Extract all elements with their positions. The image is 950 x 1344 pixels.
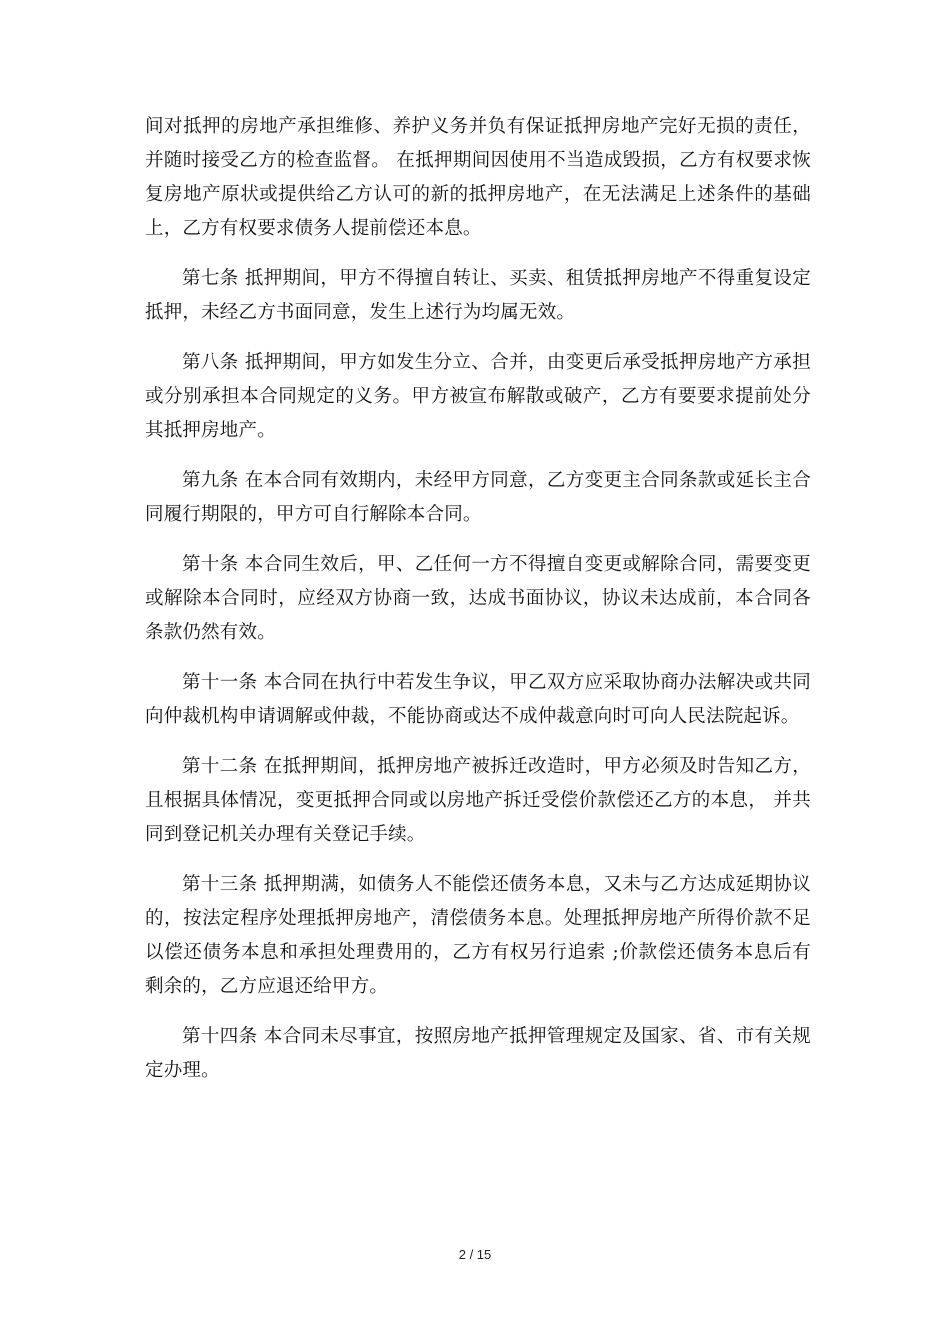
article-9: 第九条 在本合同有效期内，未经甲方同意，乙方变更主合同条款或延长主合同履行期限的，甲方可自行解除本合同。 <box>145 470 811 525</box>
article-13: 第十三条 抵押期满，如债务人不能偿还债务本息，又未与乙方达成延期协议的，按法定程序处理抵押房地产，清偿债务本息。处理抵押房地产所得价款不足以偿还债务本息和承担处理费用的，乙方有权另行追索 ;价款偿还债务本息后有剩余的，乙方应退还给甲方。 <box>145 874 811 997</box>
article-12: 第十二条 在抵押期间，抵押房地产被拆迁改造时，甲方必须及时告知乙方，且根据具体情况，变更抵押合同或以房地产拆迁受偿价款偿还乙方的本息， 并共同到登记机关办理有关登记手续。 <box>145 756 811 845</box>
article-11: 第十一条 本合同在执行中若发生争议，甲乙双方应采取协商办法解决或共同向仲裁机构申请调解或仲裁，不能协商或达不成仲裁意向时可向人民法院起诉。 <box>145 672 811 727</box>
article-10: 第十条 本合同生效后，甲、乙任何一方不得擅自变更或解除合同，需要变更或解除本合同时，应经双方协商一致，达成书面协议，协议未达成前，本合同各条款仍然有效。 <box>145 554 811 643</box>
document-body <box>145 110 811 1104</box>
page-number: 2 / 15 <box>458 1247 492 1262</box>
article-7: 第七条 抵押期间，甲方不得擅自转让、买卖、租赁抵押房地产不得重复设定抵押，未经乙方书面同意，发生上述行为均属无效。 <box>145 268 811 323</box>
article-8: 第八条 抵押期间，甲方如发生分立、合并，由变更后承受抵押房地产方承担或分别承担本合同规定的义务。甲方被宣布解散或破产，乙方有要要求提前处分其抵押房地产。 <box>145 352 811 441</box>
article-14: 第十四条 本合同未尽事宜，按照房地产抵押管理规定及国家、省、市有关规定办理。 <box>145 1026 811 1081</box>
paragraph-continuation: 间对抵押的房地产承担维修、养护义务并负有保证抵押房地产完好无损的责任，并随时接受乙方的检查监督。 在抵押期间因使用不当造成毁损，乙方有权要求恢复房地产原状或提供给乙方认可的新的抵押房地产，在无法满足上述条件的基础上，乙方有权要求债务人提前偿还本息。 <box>145 116 811 239</box>
